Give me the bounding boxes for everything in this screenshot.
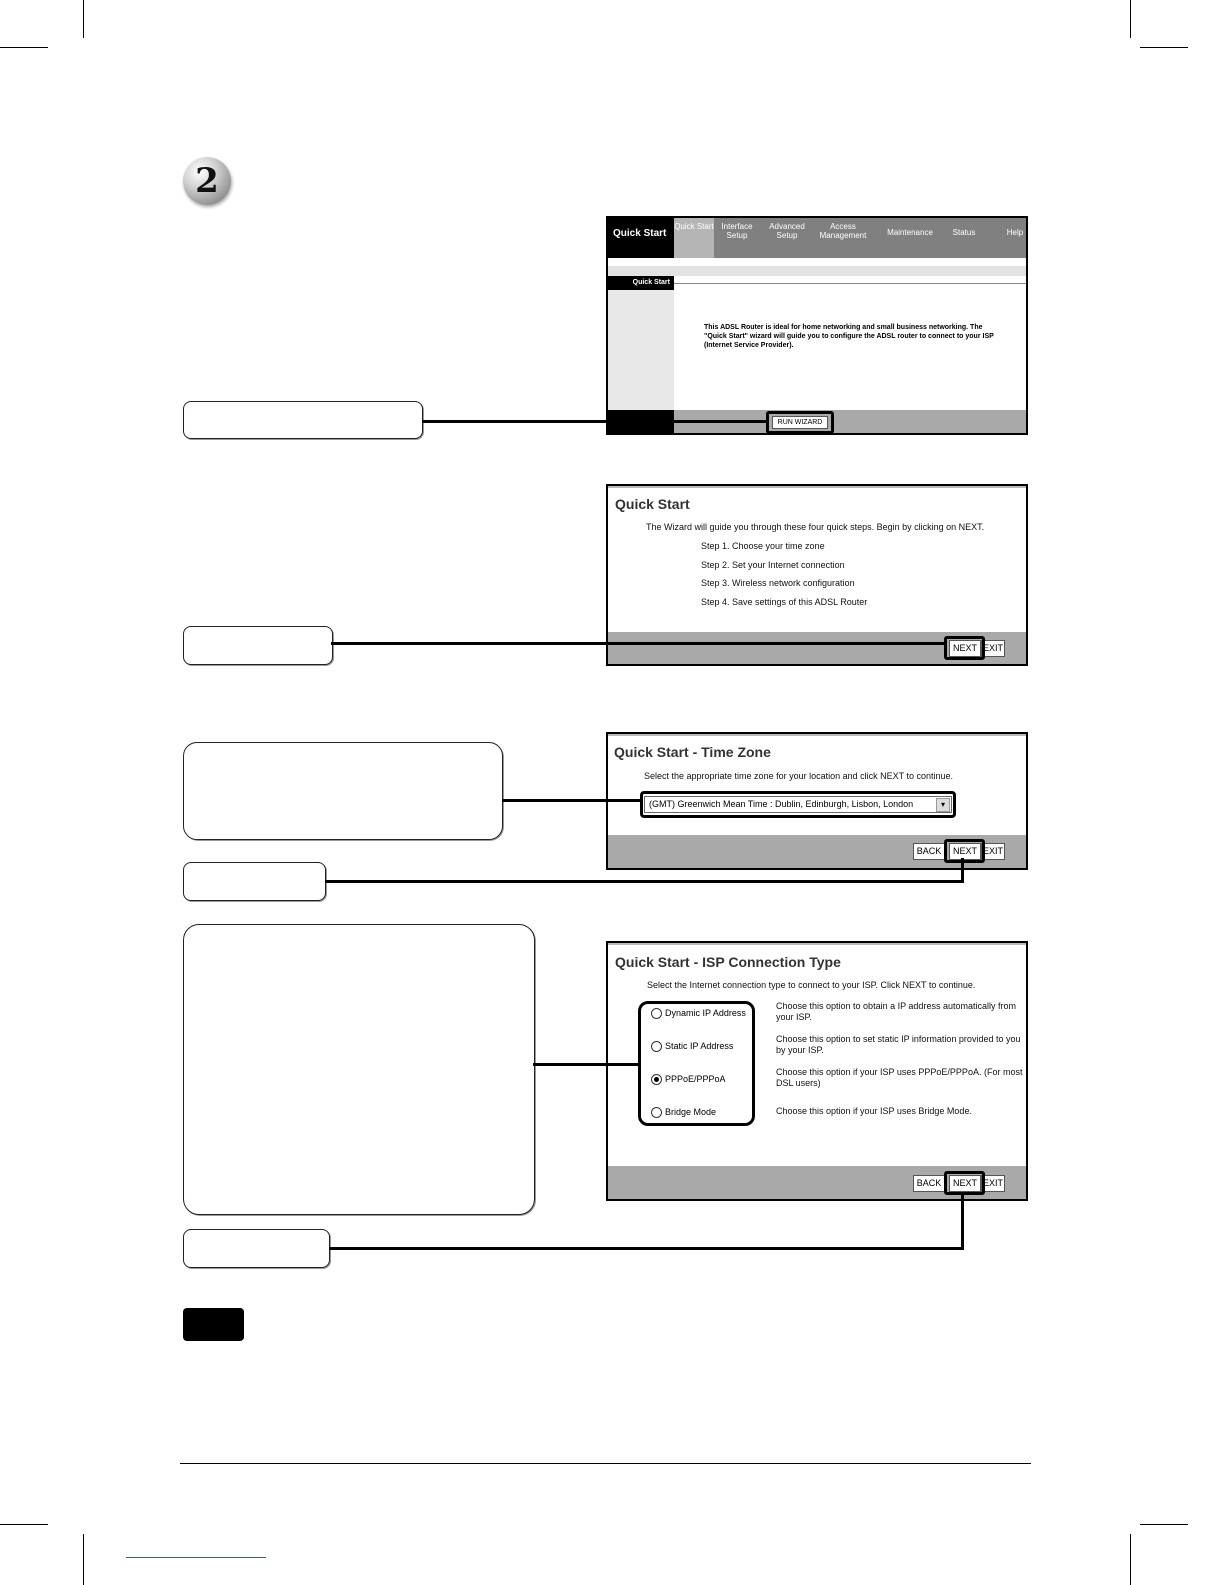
top-rule [608, 943, 1026, 945]
option-label: Dynamic IP Address [665, 1008, 746, 1018]
nav-access-management[interactable]: Access Management [819, 222, 867, 240]
intro-text: This ADSL Router is ideal for home networking and small business networking. The "Quick Start" wizard will guide you to configure the ADSL router to connect to your ISP (Internet Service Provider). [704, 324, 994, 349]
crop-mark [1130, 0, 1131, 38]
connector-line [533, 1063, 639, 1066]
connector-line [502, 799, 640, 802]
nav-status[interactable]: Status [952, 228, 976, 237]
panel-intro: The Wizard will guide you through these four quick steps. Begin by clicking on NEXT. [646, 522, 985, 532]
screenshot-quick-start-steps [606, 484, 1028, 666]
panel-title: Quick Start [615, 496, 690, 512]
back-button[interactable]: BACK [913, 1175, 945, 1192]
side-tab: Quick Start [608, 276, 674, 290]
crop-mark [1130, 1534, 1131, 1585]
option-label: PPPoE/PPPoA [665, 1074, 726, 1084]
exit-button[interactable]: EXIT [981, 640, 1005, 657]
callout-select-timezone [183, 742, 503, 840]
side-panel [608, 276, 674, 410]
option-label: Static IP Address [665, 1041, 734, 1051]
option-description: Choose this option if your ISP uses PPPoE/PPPoA. (For most DSL users) [776, 1067, 1023, 1088]
option-label: Bridge Mode [665, 1107, 717, 1117]
callout-next [183, 1229, 330, 1268]
back-button[interactable]: BACK [913, 843, 945, 860]
nav-help[interactable]: Help [1006, 228, 1024, 237]
screenshot-quick-start-home [606, 216, 1028, 435]
connector-line [329, 1247, 964, 1250]
screenshot-isp-connection-type [606, 941, 1028, 1201]
callout-run-wizard [183, 401, 423, 439]
connector-line [325, 880, 964, 883]
run-wizard-highlight [766, 411, 834, 434]
top-nav [674, 218, 1026, 258]
brand-block: Quick Start [608, 218, 674, 258]
exit-button[interactable]: EXIT [981, 1175, 1005, 1192]
note-badge [183, 1308, 244, 1341]
connector-line [331, 642, 945, 645]
callout-next [183, 862, 326, 901]
panel-title: Quick Start - Time Zone [614, 744, 771, 760]
top-rule [608, 734, 1026, 736]
nav-maintenance[interactable]: Maintenance [887, 228, 933, 237]
crop-mark [0, 1524, 48, 1525]
top-rule [608, 486, 1026, 488]
option-description: Choose this option to obtain a IP address automatically from your ISP. [776, 1001, 1016, 1022]
sub-strip-gray [608, 266, 1026, 276]
options-highlight [638, 1001, 755, 1126]
next-highlight [944, 636, 985, 660]
connector-line [422, 420, 768, 423]
footer-rule [180, 1463, 1031, 1464]
step-item: Step 3. Wireless network configuration [701, 578, 855, 588]
next-button[interactable]: NEXT [949, 843, 981, 860]
step-item: Step 4. Save settings of this ADSL Router [701, 597, 868, 607]
step-item: Step 1. Choose your time zone [701, 541, 825, 551]
nav-interface-setup[interactable]: Interface Setup [721, 222, 753, 240]
crop-mark [83, 0, 84, 38]
crop-mark [0, 47, 48, 48]
step-item: Step 2. Set your Internet connection [701, 560, 845, 570]
chevron-down-icon: ▾ [936, 798, 950, 812]
next-highlight [944, 1171, 985, 1195]
nav-advanced-setup[interactable]: Advanced Setup [769, 222, 805, 240]
run-wizard-button[interactable]: RUN WIZARD [772, 416, 828, 429]
step-number-badge [183, 157, 231, 205]
bottom-link-underline [126, 1557, 266, 1558]
next-button[interactable]: NEXT [949, 640, 981, 657]
panel-intro: Select the Internet connection type to connect to your ISP. Click NEXT to continue. [647, 980, 976, 990]
connector-line [961, 858, 964, 883]
connector-line [961, 1192, 964, 1250]
next-button[interactable]: NEXT [949, 1175, 981, 1192]
panel-intro: Select the appropriate time zone for your location and click NEXT to continue. [644, 771, 954, 781]
crop-mark [83, 1534, 84, 1585]
exit-button[interactable]: EXIT [981, 843, 1005, 860]
panel-title: Quick Start - ISP Connection Type [615, 954, 841, 970]
callout-connection-type [183, 924, 535, 1215]
timezone-value: (GMT) Greenwich Mean Time : Dublin, Edinburgh, Lisbon, London [649, 799, 914, 809]
callout-next [183, 626, 333, 665]
crop-mark [1140, 1524, 1188, 1525]
timezone-highlight [640, 791, 956, 818]
crop-mark [1140, 47, 1188, 48]
content-rule [674, 283, 1026, 284]
option-description: Choose this option if your ISP uses Bridge Mode. [776, 1106, 972, 1116]
step-number: 2 [195, 161, 219, 201]
screenshot-time-zone [606, 732, 1028, 870]
option-description: Choose this option to set static IP information provided to you by your ISP. [776, 1034, 1021, 1055]
nav-quick-start[interactable]: Quick Start [674, 218, 714, 258]
next-highlight [944, 839, 985, 863]
